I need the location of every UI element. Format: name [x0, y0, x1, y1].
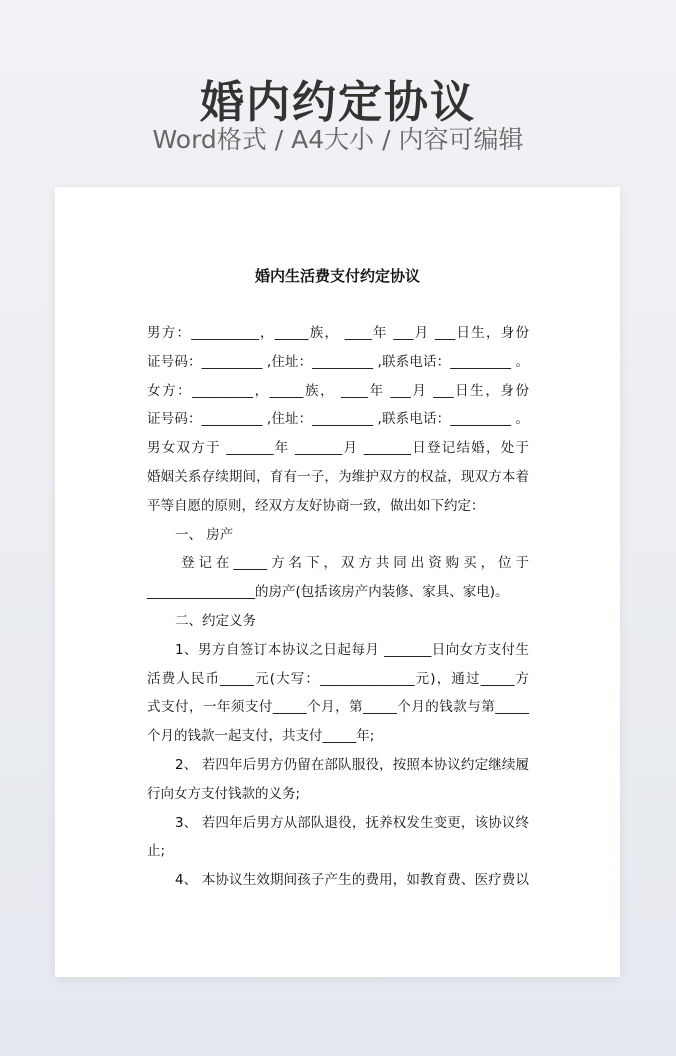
document-title: 婚内生活费支付约定协议	[254, 267, 420, 285]
document-line: 止;	[147, 843, 166, 860]
document-line: 婚姻关系存续期间，育有一子，为维护双方的权益，现双方本着	[147, 468, 529, 485]
document-line: 女方：_________，_____族， ____年 ___月 ___日生，身份	[147, 382, 529, 399]
document-line: 二、约定义务	[175, 612, 256, 629]
document-line: 2、 若四年后男方仍留在部队服役，按照本协议约定继续履	[175, 756, 529, 773]
document-line: ________________的房产(包括该房产内装修、家具、家电)。	[147, 584, 509, 601]
page-subtitle: Word格式 / A4大小 / 内容可编辑	[152, 125, 524, 154]
document-line: 证号码：_________ ,住址：_________ ,联系电话：_________ 。	[147, 411, 529, 428]
document-body	[147, 323, 529, 899]
document-line: 平等自愿的原则，经双方友好协商一致，做出如下约定：	[147, 497, 485, 514]
document-line: 个月的钱款一起支付，共支付_____年;	[147, 728, 375, 745]
document-line: 男女双方于 _______年 _______月 _______日登记结婚，处于	[147, 440, 529, 457]
document-line: 式支付，一年须支付_____个月，第_____个月的钱款与第_____	[147, 699, 529, 716]
document-line: 活费人民币_____元(大写：______________元)，通过_____方	[147, 670, 529, 687]
document-line: 登记在_____方名下，双方共同出资购买，位于	[181, 555, 529, 572]
document-line: 一、 房产	[175, 526, 234, 543]
document-line: 证号码：_________ ,住址：_________ ,联系电话：_________ 。	[147, 353, 529, 370]
document-line: 3、 若四年后男方从部队退役，抚养权发生变更，该协议终	[175, 814, 529, 831]
document-line: 4、 本协议生效期间孩子产生的费用，如教育费、医疗费以	[175, 872, 529, 889]
document-page	[55, 187, 620, 977]
document-line: 1、男方自签订本协议之日起每月 _______日向女方支付生	[175, 641, 529, 658]
document-line: 男方：__________，_____族， ____年 ___月 ___日生，身份	[147, 325, 529, 341]
page-title: 婚内约定协议	[200, 77, 476, 128]
document-line: 行向女方支付钱款的义务;	[147, 785, 301, 802]
